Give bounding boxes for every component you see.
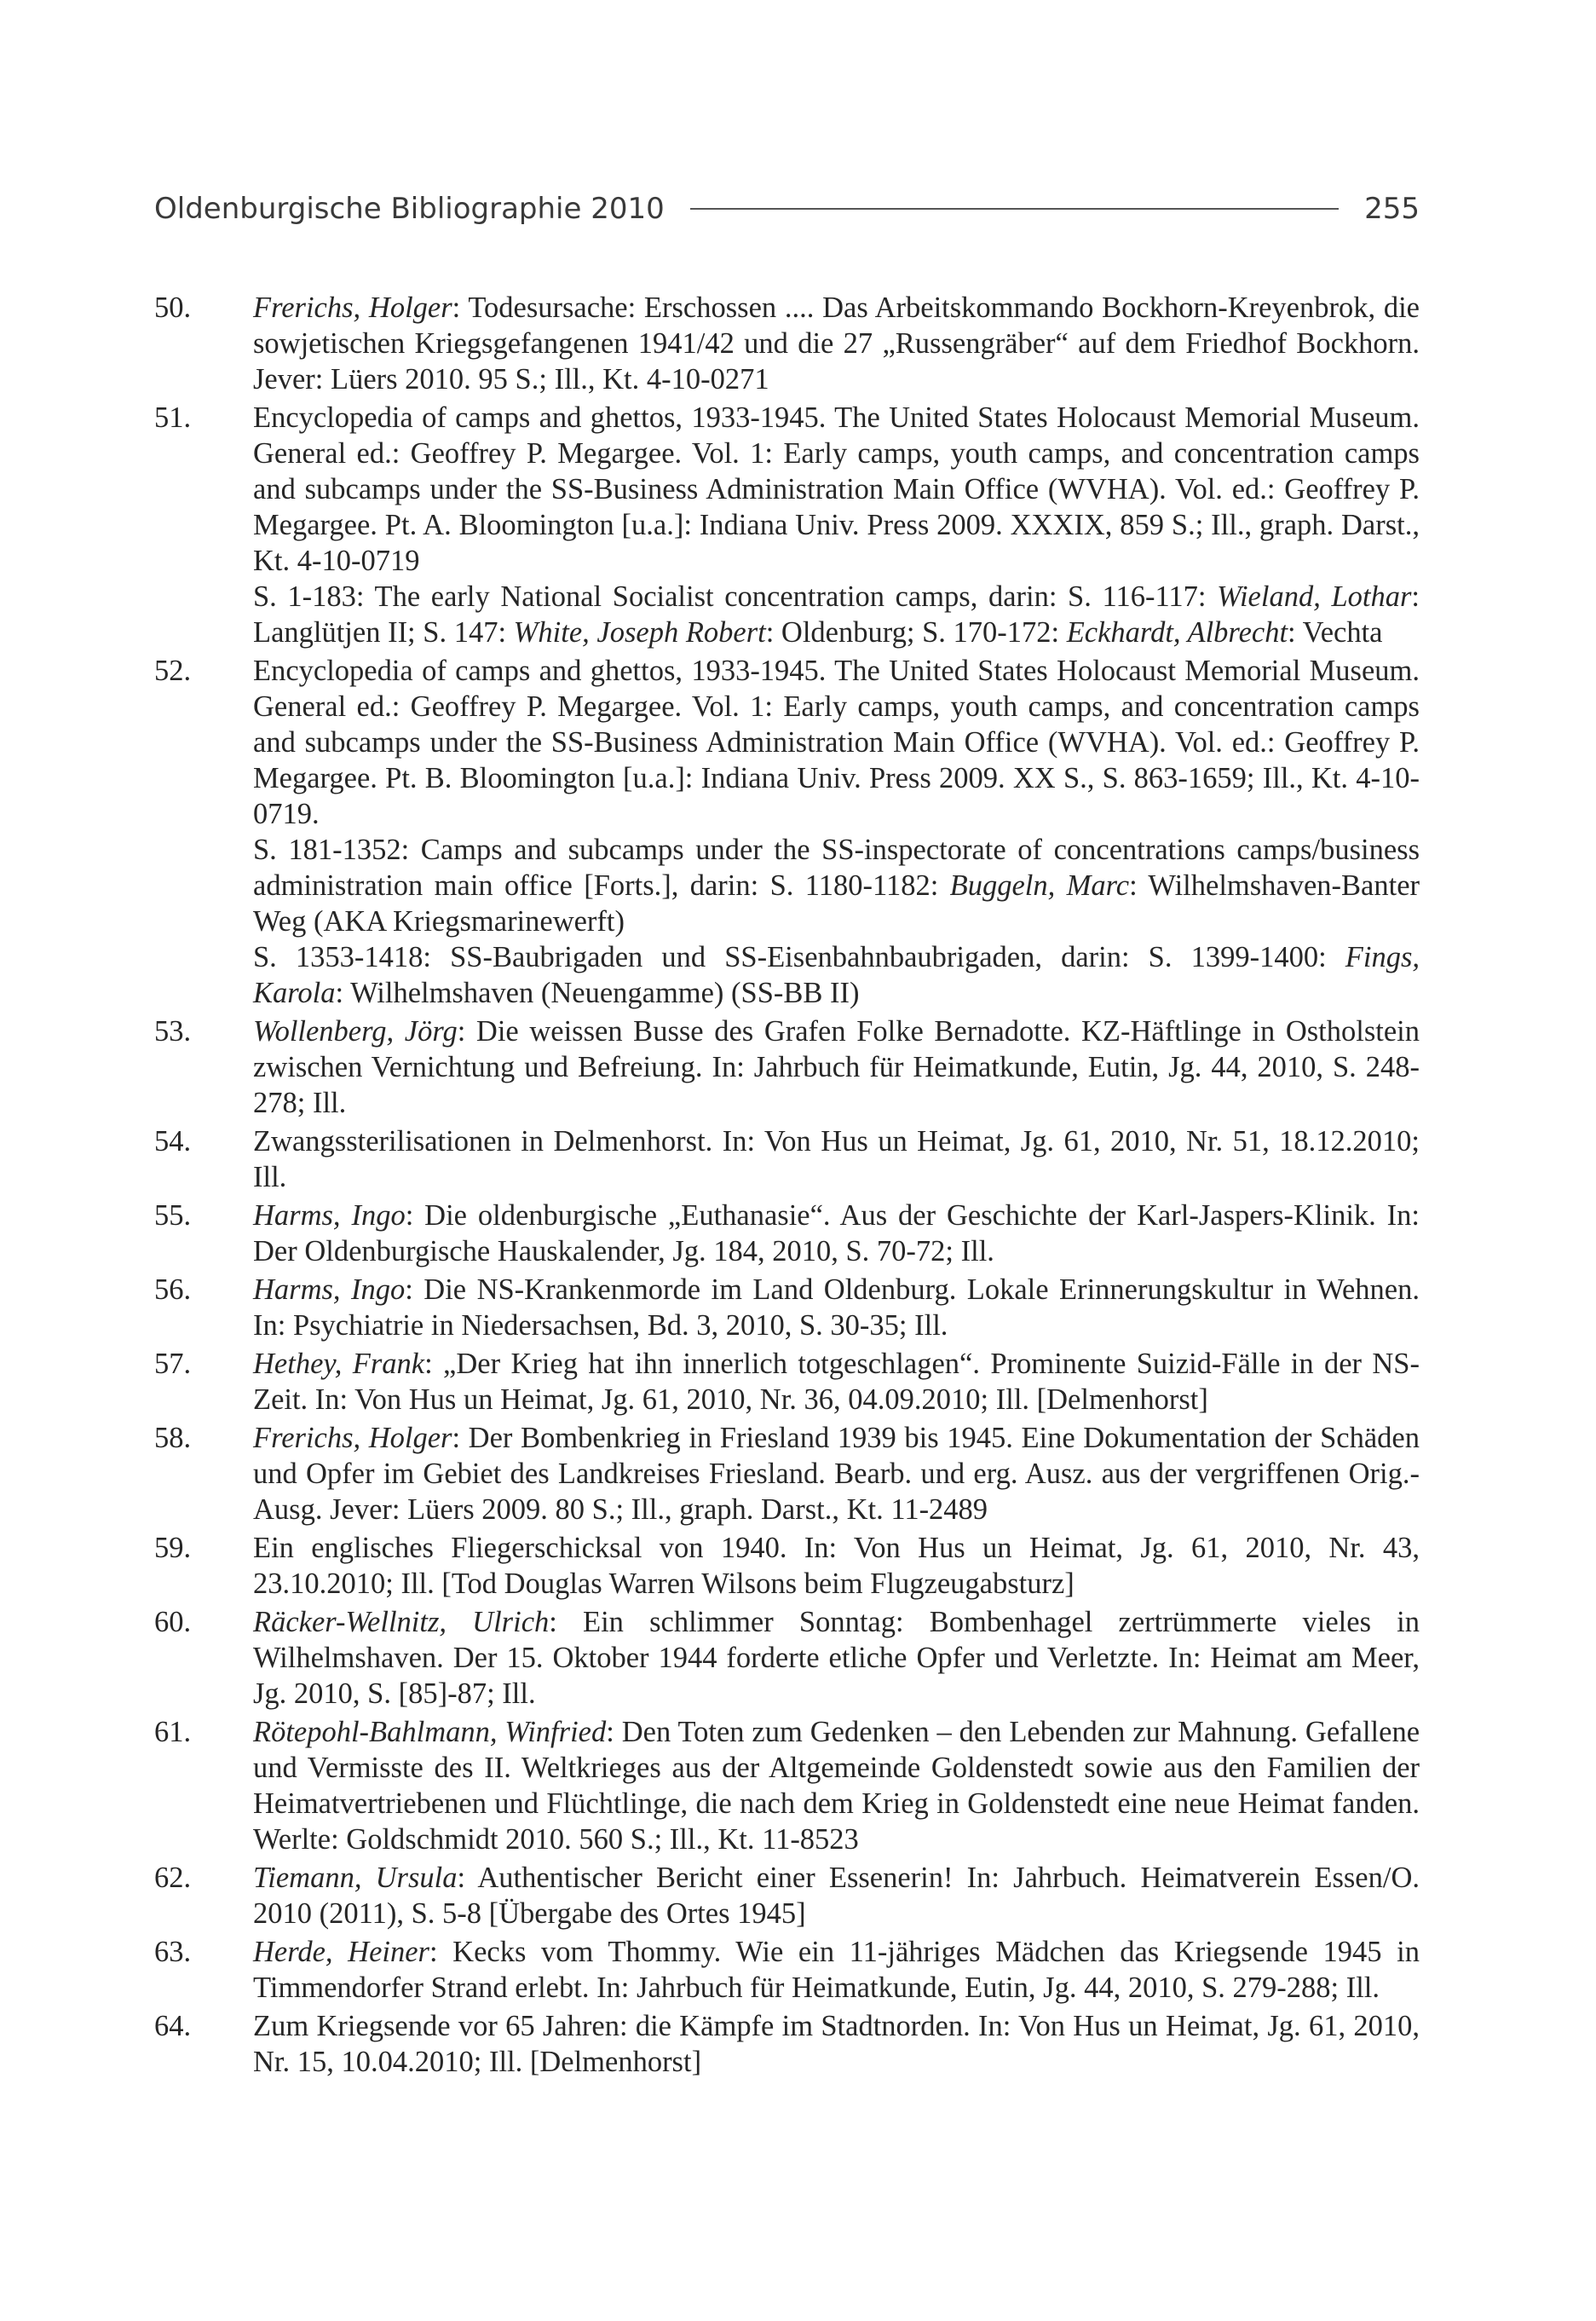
- entry-segment: : Oldenburg; S. 170-172:: [765, 616, 1067, 649]
- entry-paragraph: [253, 832, 1420, 939]
- entry-paragraph: [253, 579, 1420, 650]
- bibliography-entry: [154, 1860, 1420, 1931]
- header-title: Oldenburgische Bibliographie 2010: [154, 192, 665, 226]
- bibliography-list: [154, 290, 1420, 2082]
- entry-text: [253, 1860, 1420, 1931]
- bibliography-entry: [154, 290, 1420, 397]
- author-name: Hethey, Frank: [253, 1348, 425, 1380]
- entry-segment: Zwangssterilisationen in Delmenhorst. In: Von Hus un Heimat, Jg. 61, 2010, Nr. 51, 18.12.2010; Ill.: [253, 1125, 1420, 1193]
- bibliography-entry: [154, 1123, 1420, 1195]
- bibliography-entry: [154, 2008, 1420, 2080]
- entry-segment: Ein englisches Fliegerschicksal von 1940. In: Von Hus un Heimat, Jg. 61, 2010, Nr. 43, 23.10.2010; Ill. [Tod Douglas Warren Wilsons beim Flugzeugabsturz]: [253, 1532, 1420, 1600]
- entry-segment: : „Der Krieg hat ihn innerlich totgeschlagen“. Prominente Suizid-Fälle in der NS-Zeit. In: Von Hus un Heimat, Jg. 61, 2010, Nr. 36, 04.09.2010; Ill. [Delmenhorst]: [253, 1348, 1420, 1416]
- entry-number: 63.: [154, 1936, 192, 1968]
- entry-number: 60.: [154, 1606, 192, 1638]
- author-name: Harms, Ingo: [253, 1199, 406, 1232]
- entry-number: 51.: [154, 401, 192, 434]
- entry-number: 53.: [154, 1015, 192, 1048]
- bibliography-entry: [154, 400, 1420, 650]
- bibliography-entry: [154, 1530, 1420, 1602]
- bibliography-entry: [154, 1714, 1420, 1857]
- entry-paragraph: [253, 1530, 1420, 1602]
- author-name: Tiemann, Ursula: [253, 1862, 458, 1894]
- entry-paragraph: [253, 1604, 1420, 1712]
- entry-text: [253, 1530, 1420, 1602]
- author-name: Wollenberg, Jörg: [253, 1015, 458, 1048]
- entry-number: 56.: [154, 1273, 192, 1306]
- author-name: Frerichs, Holger: [253, 1422, 452, 1454]
- bibliography-entry: [154, 1604, 1420, 1712]
- entry-segment: : Die oldenburgische „Euthanasie“. Aus der Geschichte der Karl-Jaspers-Klinik. In: Der Oldenburgische Hauskalender, Jg. 184, 2010, S. 70-72; Ill.: [253, 1199, 1420, 1267]
- entry-text: [253, 1346, 1420, 1417]
- author-name: Frerichs, Holger: [253, 292, 452, 324]
- entry-segment: S. 181-1352: Camps and subcamps under the SS-inspectorate of concentrations camps/business administration main office [Forts.], darin: S. 1180-1182:: [253, 834, 1420, 902]
- entry-paragraph: [253, 290, 1420, 397]
- bibliography-entry: [154, 1420, 1420, 1527]
- entry-segment: Zum Kriegsende vor 65 Jahren: die Kämpfe im Stadtnorden. In: Von Hus un Heimat, Jg. 61, 2010, Nr. 15, 10.04.2010; Ill. [Delmenhorst]: [253, 2010, 1420, 2078]
- entry-text: [253, 1013, 1420, 1121]
- author-name: White, Joseph Robert: [513, 616, 766, 649]
- entry-paragraph: [253, 1123, 1420, 1195]
- bibliography-entry: [154, 653, 1420, 1011]
- entry-paragraph: [253, 1272, 1420, 1343]
- author-name: Rötepohl-Bahlmann, Winfried: [253, 1716, 607, 1748]
- entry-segment: : Ein schlimmer Sonntag: Bombenhagel zertrümmerte vieles in Wilhelmshaven. Der 15. Oktober 1944 forderte etliche Opfer und Verletzte. In: Heimat am Meer, Jg. 2010, S. [85]-87; Ill.: [253, 1606, 1420, 1710]
- author-name: Buggeln, Marc: [949, 869, 1130, 902]
- author-name: Eckhardt, Albrecht: [1066, 616, 1288, 649]
- entry-number: 62.: [154, 1862, 192, 1894]
- entry-text: [253, 1714, 1420, 1857]
- entry-number: 61.: [154, 1716, 192, 1748]
- entry-paragraph: [253, 1420, 1420, 1527]
- entry-segment: : Authentischer Bericht einer Essenerin! In: Jahrbuch. Heimatverein Essen/O. 2010 (2011), S. 5-8 [Übergabe des Ortes 1945]: [253, 1862, 1420, 1930]
- bibliography-entry: [154, 1346, 1420, 1417]
- entry-segment: : Wilhelmshaven-Banter Weg (AKA Kriegsmarinewerft): [253, 869, 1420, 938]
- entry-number: 50.: [154, 292, 192, 324]
- entry-text: [253, 1420, 1420, 1527]
- entry-number: 54.: [154, 1125, 192, 1158]
- entry-segment: Encyclopedia of camps and ghettos, 1933-1945. The United States Holocaust Memorial Museum. General ed.: Geoffrey P. Megargee. Vol. 1: Early camps, youth camps, and concentration camps and subcamps under the SS-Business Administration Main Office (WVHA). Vol. ed.: Geoffrey P. Megargee. Pt. B. Bloomington [u.a.]: Indiana Univ. Press 2009. XX S., S. 863-1659; Ill., Kt. 4-10-0719.: [253, 655, 1420, 830]
- header-rule: [690, 208, 1339, 210]
- entry-text: [253, 2008, 1420, 2080]
- entry-number: 55.: [154, 1199, 192, 1232]
- entry-number: 52.: [154, 655, 192, 687]
- entry-text: [253, 1272, 1420, 1343]
- entry-number: 59.: [154, 1532, 192, 1564]
- entry-segment: : Todesursache: Erschossen .... Das Arbeitskommando Bockhorn-Kreyenbrok, die sowjetischen Kriegsgefangenen 1941/42 und die 27 „Russengräber“ auf dem Friedhof Bockhorn. Jever: Lüers 2010. 95 S.; Ill., Kt. 4-10-0271: [253, 292, 1420, 395]
- entry-paragraph: [253, 939, 1420, 1011]
- author-name: Fings, Karola: [253, 941, 1420, 1009]
- entry-text: [253, 1123, 1420, 1195]
- author-name: Wieland, Lothar: [1217, 580, 1412, 613]
- entry-segment: S. 1-183: The early National Socialist concentration camps, darin: S. 116-117:: [253, 580, 1218, 613]
- bibliography-entry: [154, 1198, 1420, 1269]
- entry-text: [253, 400, 1420, 650]
- entry-segment: S. 1353-1418: SS-Baubrigaden und SS-Eisenbahnbaubrigaden, darin: S. 1399-1400:: [253, 941, 1345, 973]
- running-header: [154, 183, 1420, 234]
- entry-segment: : Der Bombenkrieg in Friesland 1939 bis 1945. Eine Dokumentation der Schäden und Opfer im Gebiet des Landkreises Friesland. Bearb. und erg. Ausz. aus der vergriffenen Orig.-Ausg. Jever: Lüers 2009. 80 S.; Ill., graph. Darst., Kt. 11-2489: [253, 1422, 1420, 1526]
- entry-segment: : Den Toten zum Gedenken – den Lebenden zur Mahnung. Gefallene und Vermisste des II. Weltkrieges aus der Altgemeinde Goldenstedt sowie aus den Familien der Heimatvertriebenen und Flüchtlinge, die nach dem Krieg in Goldenstedt eine neue Heimat fanden. Werlte: Goldschmidt 2010. 560 S.; Ill., Kt. 11-8523: [253, 1716, 1420, 1856]
- entry-segment: Encyclopedia of camps and ghettos, 1933-1945. The United States Holocaust Memorial Museum. General ed.: Geoffrey P. Megargee. Vol. 1: Early camps, youth camps, and concentration camps and subcamps under the SS-Business Administration Main Office (WVHA). Vol. ed.: Geoffrey P. Megargee. Pt. A. Bloomington [u.a.]: Indiana Univ. Press 2009. XXXIX, 859 S.; Ill., graph. Darst., Kt. 4-10-0719: [253, 401, 1420, 577]
- page-number: 255: [1364, 192, 1420, 226]
- entry-paragraph: [253, 653, 1420, 832]
- entry-segment: : Die weissen Busse des Grafen Folke Bernadotte. KZ-Häftlinge in Ostholstein zwischen Vernichtung und Befreiung. In: Jahrbuch für Heimatkunde, Eutin, Jg. 44, 2010, S. 248-278; Ill.: [253, 1015, 1420, 1119]
- entry-paragraph: [253, 400, 1420, 579]
- entry-paragraph: [253, 2008, 1420, 2080]
- bibliography-entry: [154, 1934, 1420, 2006]
- entry-text: [253, 290, 1420, 397]
- author-name: Harms, Ingo: [253, 1273, 406, 1306]
- entry-number: 58.: [154, 1422, 192, 1454]
- entry-segment: : Langlütjen II; S. 147:: [253, 580, 1420, 649]
- entry-paragraph: [253, 1934, 1420, 2006]
- entry-text: [253, 1934, 1420, 2006]
- entry-text: [253, 1198, 1420, 1269]
- entry-number: 64.: [154, 2010, 192, 2042]
- entry-paragraph: [253, 1198, 1420, 1269]
- bibliography-entry: [154, 1013, 1420, 1121]
- entry-text: [253, 653, 1420, 1011]
- author-name: Räcker-Wellnitz, Ulrich: [253, 1606, 550, 1638]
- entry-segment: : Die NS-Krankenmorde im Land Oldenburg. Lokale Erinnerungskultur in Wehnen. In: Psychiatrie in Niedersachsen, Bd. 3, 2010, S. 30-35; Ill.: [253, 1273, 1420, 1342]
- author-name: Herde, Heiner: [253, 1936, 429, 1968]
- entry-segment: : Wilhelmshaven (Neuengamme) (SS-BB II): [335, 977, 860, 1009]
- entry-paragraph: [253, 1714, 1420, 1857]
- entry-paragraph: [253, 1013, 1420, 1121]
- entry-paragraph: [253, 1346, 1420, 1417]
- bibliography-entry: [154, 1272, 1420, 1343]
- entry-segment: : Kecks vom Thommy. Wie ein 11-jähriges Mädchen das Kriegsende 1945 in Timmendorfer Strand erlebt. In: Jahrbuch für Heimatkunde, Eutin, Jg. 44, 2010, S. 279-288; Ill.: [253, 1936, 1420, 2004]
- entry-number: 57.: [154, 1348, 192, 1380]
- entry-segment: : Vechta: [1288, 616, 1383, 649]
- entry-text: [253, 1604, 1420, 1712]
- entry-paragraph: [253, 1860, 1420, 1931]
